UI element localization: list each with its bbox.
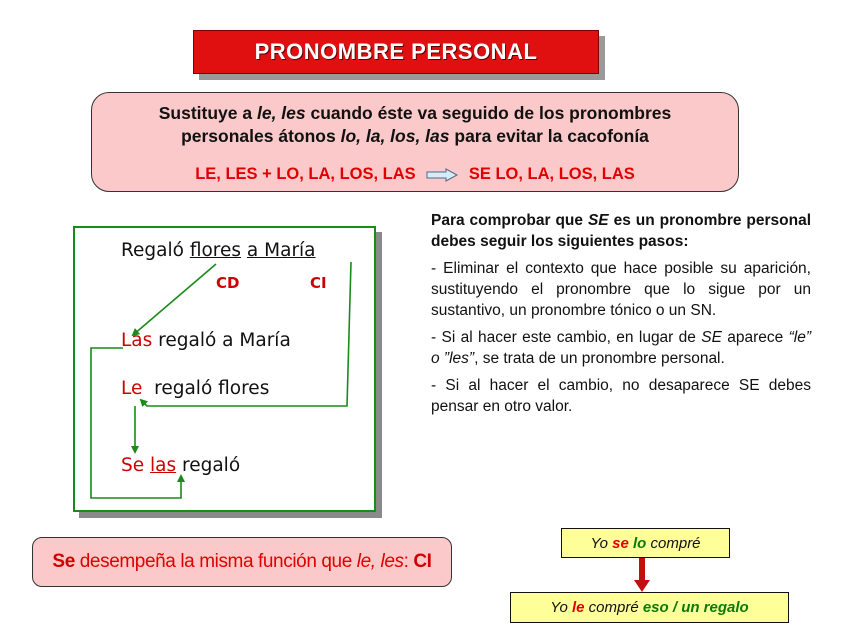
example-sentence-3: Le regaló flores <box>121 378 270 399</box>
explanation-heading: Para comprobar que SE es un pronombre personal debes seguir los siguientes pasos: <box>431 212 812 250</box>
ci-label: CI <box>310 274 327 292</box>
las-to-las-arrow <box>91 348 181 498</box>
example-le-eso: Yo le compré eso / un regalo <box>510 592 789 623</box>
example-sentence-4: Se las regaló <box>121 455 241 476</box>
se-function-note: Se desempeña la misma función que le, les : CI <box>32 537 452 587</box>
explanation-text <box>431 210 811 423</box>
cd-label: CD <box>216 274 240 292</box>
cd-arrow <box>133 264 216 335</box>
step-1: - Eliminar el contexto que hace posible su aparición, sustituyendo el pronombre que lo sigue por un sustantivo, un pronombre tónico o un SN. <box>431 260 811 319</box>
step-3: - Si al hacer el cambio, no desaparece SE debes pensar en otro valor. <box>431 377 811 415</box>
formula <box>92 165 738 184</box>
formula-left: LE, LES + LO, LA, LOS, LAS <box>195 165 416 183</box>
example-se-lo: Yo se lo compré <box>561 528 730 558</box>
down-arrow-icon <box>634 558 650 594</box>
substitution-arrows <box>75 228 378 514</box>
example-sentence-1: Regaló flores a María <box>121 240 316 261</box>
right-arrow-icon <box>426 168 458 182</box>
title-banner <box>193 30 599 74</box>
step-2: - Si al hacer este cambio, en lugar de SE aparece “le” o ”les”, se trata de un pronombre personal. <box>431 329 811 367</box>
ci-arrow <box>141 262 351 406</box>
formula-right: SE LO, LA, LOS, LAS <box>468 165 635 183</box>
example-box <box>73 226 376 512</box>
example-sentence-2: Las regaló a María <box>121 330 291 351</box>
page-title: PRONOMBRE PERSONAL <box>254 39 538 64</box>
rule-line-1: Sustituye a le, les cuando éste va seguido de los pronombres <box>158 103 672 123</box>
rule-box <box>91 92 739 192</box>
rule-line-2: personales átonos lo, la, los, las para evitar la cacofonía <box>181 126 649 146</box>
